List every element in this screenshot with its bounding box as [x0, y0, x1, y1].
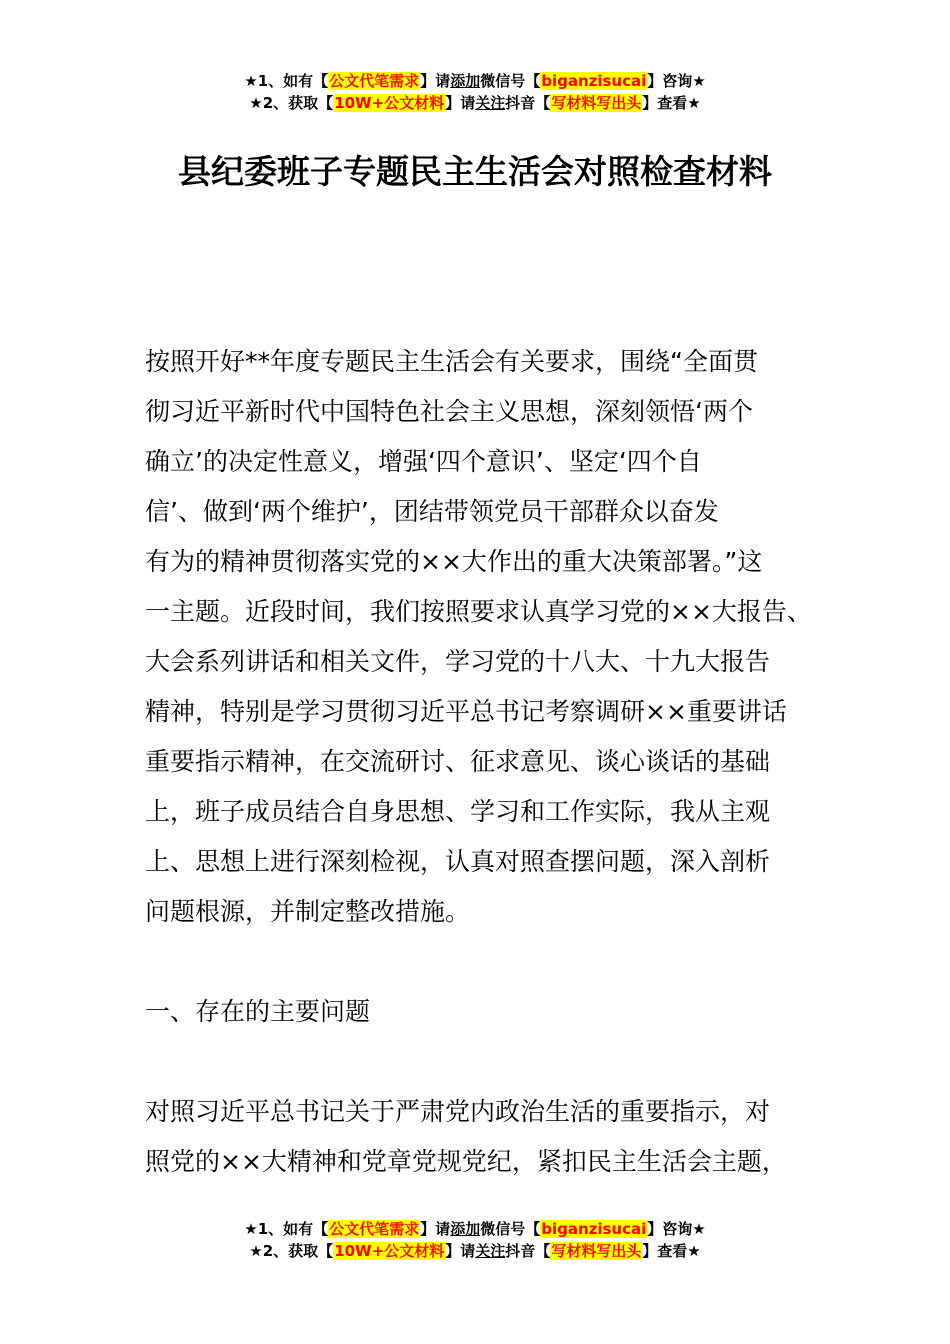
text-line: 彻习近平新时代中国特色社会主义思想，深刻领悟‘两个	[145, 397, 753, 426]
highlight-materials: 10W+公文材料	[334, 1242, 445, 1260]
text-line: 对照习近平总书记关于严肃党内政治生活的重要指示，对	[145, 1097, 771, 1126]
banner-text: 】请	[420, 1220, 451, 1238]
text-line: 有为的精神贯彻落实党的××大作出的重大决策部署。”这	[145, 547, 763, 576]
text-line: 问题根源，并制定整改措施。	[145, 897, 471, 926]
underlined-text: 添加	[450, 1220, 481, 1238]
text-line: 重要指示精神，在交流研讨、征求意见、谈心谈话的基础	[145, 747, 771, 776]
highlight-wechat-id: biganzisucai	[541, 72, 647, 90]
banner-text: 】查看★	[642, 94, 701, 112]
text-line: 照党的××大精神和党章党规党纪，紧扣民主生活会主题，	[145, 1147, 787, 1176]
highlight-service: 公文代笔需求	[329, 1220, 420, 1238]
banner-text: ★2、获取【	[249, 94, 334, 112]
banner-line-1	[0, 1218, 950, 1240]
banner-text: 】查看★	[642, 1242, 701, 1260]
highlight-materials: 10W+公文材料	[334, 94, 445, 112]
banner-text: 】请	[445, 94, 476, 112]
underlined-text: 关注	[475, 94, 506, 112]
banner-line-2	[0, 1240, 950, 1262]
highlight-service: 公文代笔需求	[329, 72, 420, 90]
paragraph-intro	[145, 337, 835, 937]
text-line: 上、思想上进行深刻检视，认真对照查摆问题，深入剖析	[145, 847, 771, 876]
banner-text: 抖音【	[505, 94, 551, 112]
highlight-douyin-account: 写材料写出头	[551, 94, 642, 112]
text-line: 一主题。近段时间，我们按照要求认真学习党的××大报告、	[145, 597, 812, 626]
highlight-wechat-id: biganzisucai	[541, 1220, 647, 1238]
text-line: 按照开好**年度专题民主生活会有关要求，围绕“全面贯	[145, 347, 758, 376]
banner-text: ★2、获取【	[249, 1242, 334, 1260]
banner-line-1	[0, 70, 950, 92]
banner-text: 】请	[445, 1242, 476, 1260]
text-line: 信’、做到‘两个维护’，团结带领党员干部群众以奋发	[145, 497, 719, 526]
banner-text: ★1、如有【	[244, 72, 329, 90]
paragraph-issues	[145, 1087, 835, 1187]
banner-text: 】咨询★	[647, 72, 706, 90]
banner-text: ★1、如有【	[244, 1220, 329, 1238]
text-line: 确立’的决定性意义，增强‘四个意识’、坚定‘四个自	[145, 447, 702, 476]
banner-text: 微信号【	[480, 72, 541, 90]
banner-text: 】咨询★	[647, 1220, 706, 1238]
banner-text: 微信号【	[480, 1220, 541, 1238]
text-line: 上，班子成员结合自身思想、学习和工作实际，我从主观	[145, 797, 771, 826]
underlined-text: 关注	[475, 1242, 506, 1260]
header-banner	[0, 70, 950, 114]
footer-banner	[0, 1218, 950, 1262]
banner-text: 】请	[420, 72, 451, 90]
section-heading: 一、存在的主要问题	[145, 997, 371, 1026]
underlined-text: 添加	[450, 72, 481, 90]
banner-line-2	[0, 92, 950, 114]
text-line: 大会系列讲话和相关文件，学习党的十八大、十九大报告	[145, 647, 771, 676]
banner-text: 抖音【	[505, 1242, 551, 1260]
document-title: 县纪委班子专题民主生活会对照检查材料	[178, 152, 772, 191]
text-line: 精神，特别是学习贯彻习近平总书记考察调研××重要讲话	[145, 697, 787, 726]
highlight-douyin-account: 写材料写出头	[551, 1242, 642, 1260]
